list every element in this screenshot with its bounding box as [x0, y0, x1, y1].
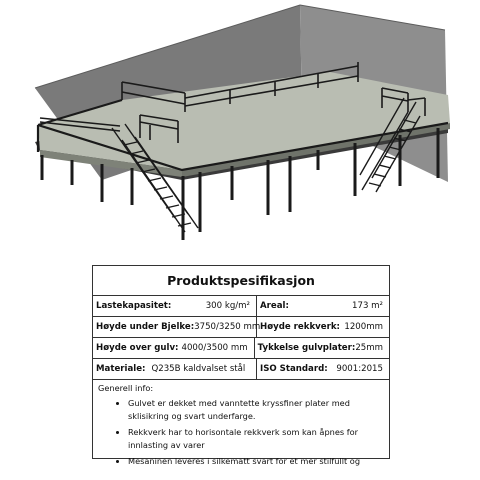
spec-value: 1200mm	[344, 322, 383, 332]
spec-table	[92, 265, 390, 466]
general-info-list	[98, 397, 384, 468]
general-info-title: Generell info:	[98, 383, 154, 393]
spec-value: 9001:2015	[336, 364, 383, 374]
list-item: • Gulvet er dekket med vanntette kryssfiner plater med sklisikring og svart underfarge.	[128, 397, 384, 423]
spec-label: Materiale:	[96, 364, 146, 374]
spec-value: Q235B kaldvalset stål	[151, 364, 246, 374]
spec-value: 4000/3500 mm	[181, 343, 248, 353]
spec-label: Høyde rekkverk:	[260, 322, 340, 332]
spec-value: 25mm	[355, 343, 383, 353]
spec-row	[93, 317, 389, 338]
spec-label: Høyde under Bjelke:	[96, 322, 195, 332]
list-item: • Rekkverk har to horisontale rekkverk som kan åpnes for innlasting av varer	[128, 426, 384, 452]
spec-value: 300 kg/m²	[205, 301, 250, 311]
spec-label: Tykkelse gulvplater:	[257, 343, 356, 353]
spec-label: Areal:	[260, 301, 289, 311]
general-info	[93, 380, 389, 474]
spec-row	[93, 296, 389, 317]
spec-label: ISO Standard:	[260, 364, 328, 374]
spec-row	[93, 359, 389, 380]
spec-title: Produktspesifikasjon	[93, 266, 389, 296]
spec-value: 173 m²	[352, 301, 383, 311]
spec-row	[93, 338, 389, 359]
list-item: • Mesaninen leveres i silkematt svart for et mer stilfullt og	[128, 455, 384, 468]
spec-value: 3750/3250 mm	[194, 322, 261, 332]
spec-label: Høyde over gulv:	[96, 343, 179, 353]
spec-label: Lastekapasitet:	[96, 301, 172, 311]
